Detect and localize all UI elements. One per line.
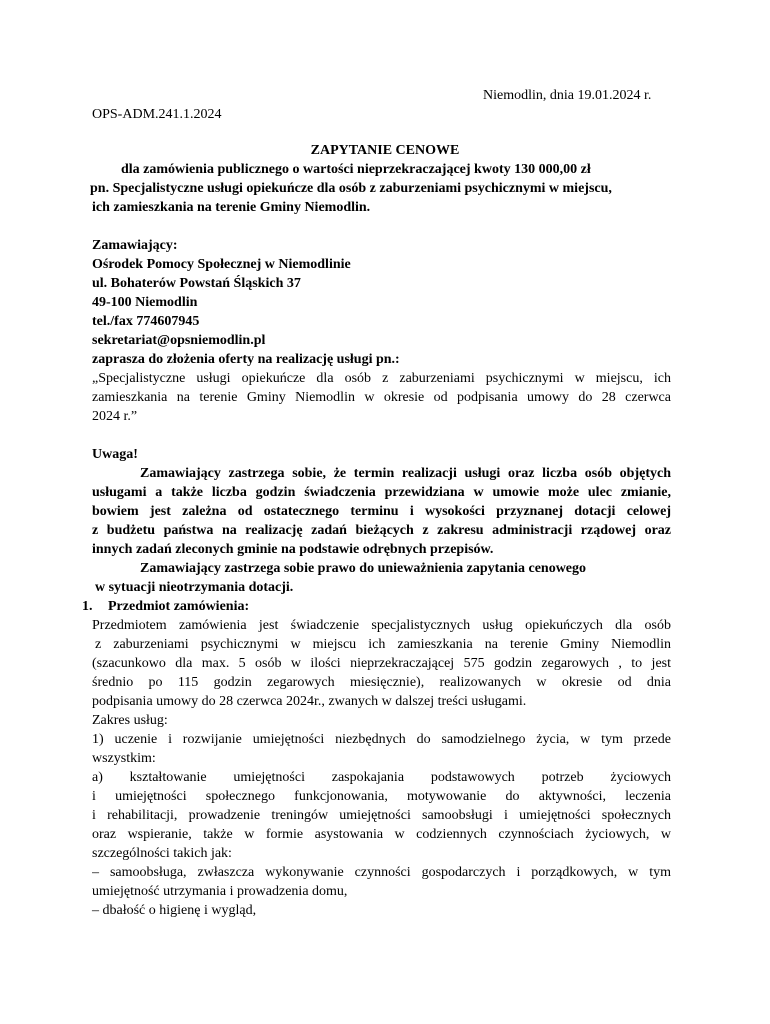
- section-line-13: szczególności takich jak:: [92, 846, 232, 861]
- section-line-10: i umiejętności społecznego funkcjonowania, motywowanie do aktywności, leczenia: [92, 789, 671, 804]
- note-p1-line-2: usługami a także liczba godzin świadczenia przewidziana w umowie może ulec zmianie,: [92, 485, 671, 500]
- place-date: Niemodlin, dnia 19.01.2024 r.: [483, 88, 652, 103]
- section-line-3: (szacunkowo dla max. 5 osób w ilości nieprzekraczającej 575 godzin zegarowych , to jest: [92, 656, 671, 671]
- note-p2-line-2: w sytuacji nieotrzymania dotacji.: [95, 580, 294, 595]
- contractor-name: Ośrodek Pomocy Społecznej w Niemodlinie: [92, 257, 351, 272]
- contractor-street: ul. Bohaterów Powstań Śląskich 37: [92, 276, 301, 291]
- section-line-14: – samoobsługa, zwłaszcza wykonywanie czynności gospodarczych i porządkowych, w tym: [92, 865, 671, 880]
- section-number: 1.: [82, 599, 93, 614]
- section-line-9: a) kształtowanie umiejętności zaspokajania podstawowych potrzeb życiowych: [92, 770, 671, 785]
- section-line-7: 1) uczenie i rozwijanie umiejętności niezbędnych do samodzielnego życia, w tym przede: [92, 732, 671, 747]
- contractor-label: Zamawiający:: [92, 238, 178, 253]
- title-line-2: pn. Specjalistyczne usługi opiekuńcze dla osób z zaburzeniami psychicznymi w miejscu,: [90, 181, 612, 196]
- section-line-12: oraz wspieranie, także w formie asystowania w codziennych czynnościach życiowych, w: [92, 827, 671, 842]
- contractor-email: sekretariat@opsniemodlin.pl: [92, 333, 266, 348]
- contractor-phone: tel./fax 774607945: [92, 314, 200, 329]
- section-line-1: Przedmiotem zamówienia jest świadczenie specjalistycznych usług opiekuńczych dla osób: [92, 618, 671, 633]
- section-line-11: i rehabilitacji, prowadzenie treningów umiejętności samoobsługi i umiejętności społecznych: [92, 808, 671, 823]
- note-p2-line-1: Zamawiający zastrzega sobie prawo do unieważnienia zapytania cenowego: [140, 561, 587, 576]
- note-p1-line-4: z budżetu państwa na realizację zadań bieżących z zakresu administracji rządowej oraz: [92, 523, 671, 538]
- section-line-8: wszystkim:: [92, 751, 156, 766]
- section-line-16: – dbałość o higienę i wygląd,: [92, 903, 257, 918]
- service-line-2: zamieszkania na terenie Gminy Niemodlin w okresie od podpisania umowy do 28 czerwca: [92, 390, 671, 405]
- reference-number: OPS-ADM.241.1.2024: [92, 107, 222, 122]
- note-p1-line-1: Zamawiający zastrzega sobie, że termin realizacji usługi oraz liczba osób objętych: [140, 466, 671, 481]
- section-line-15: umiejętność utrzymania i prowadzenia domu,: [92, 884, 348, 899]
- note-p1-line-5: innych zadań zleconych gminie na podstawie odrębnych przepisów.: [92, 542, 494, 557]
- section-line-2: z zaburzeniami psychicznymi w miejscu ich zamieszkania na terenie Gminy Niemodlin: [95, 637, 671, 652]
- section-line-5: podpisania umowy do 28 czerwca 2024r., zwanych w dalszej treści usługami.: [92, 694, 527, 709]
- document-title: ZAPYTANIE CENOWE: [310, 143, 460, 158]
- title-line-1: dla zamówienia publicznego o wartości nieprzekraczającej kwoty 130 000,00 zł: [121, 162, 591, 177]
- title-line-3: ich zamieszkania na terenie Gminy Niemodlin.: [92, 200, 371, 215]
- note-p1-line-3: bowiem jest zależna od ostatecznego terminu i wysokości przyznanej dotacji celowej: [92, 504, 671, 519]
- section-title: Przedmiot zamówienia:: [108, 599, 250, 614]
- section-line-6: Zakres usług:: [92, 713, 168, 728]
- section-line-4: średnio po 115 godzin zegarowych miesięcznie), realizowanych w okresie od dnia: [92, 675, 671, 690]
- invite-text: zaprasza do złożenia oferty na realizację usługi pn.:: [92, 352, 400, 367]
- note-label: Uwaga!: [92, 447, 138, 462]
- service-line-3: 2024 r.”: [92, 409, 138, 424]
- service-line-1: „Specjalistyczne usługi opiekuńcze dla osób z zaburzeniami psychicznymi w miejscu, ich: [92, 371, 671, 386]
- contractor-city: 49-100 Niemodlin: [92, 295, 198, 310]
